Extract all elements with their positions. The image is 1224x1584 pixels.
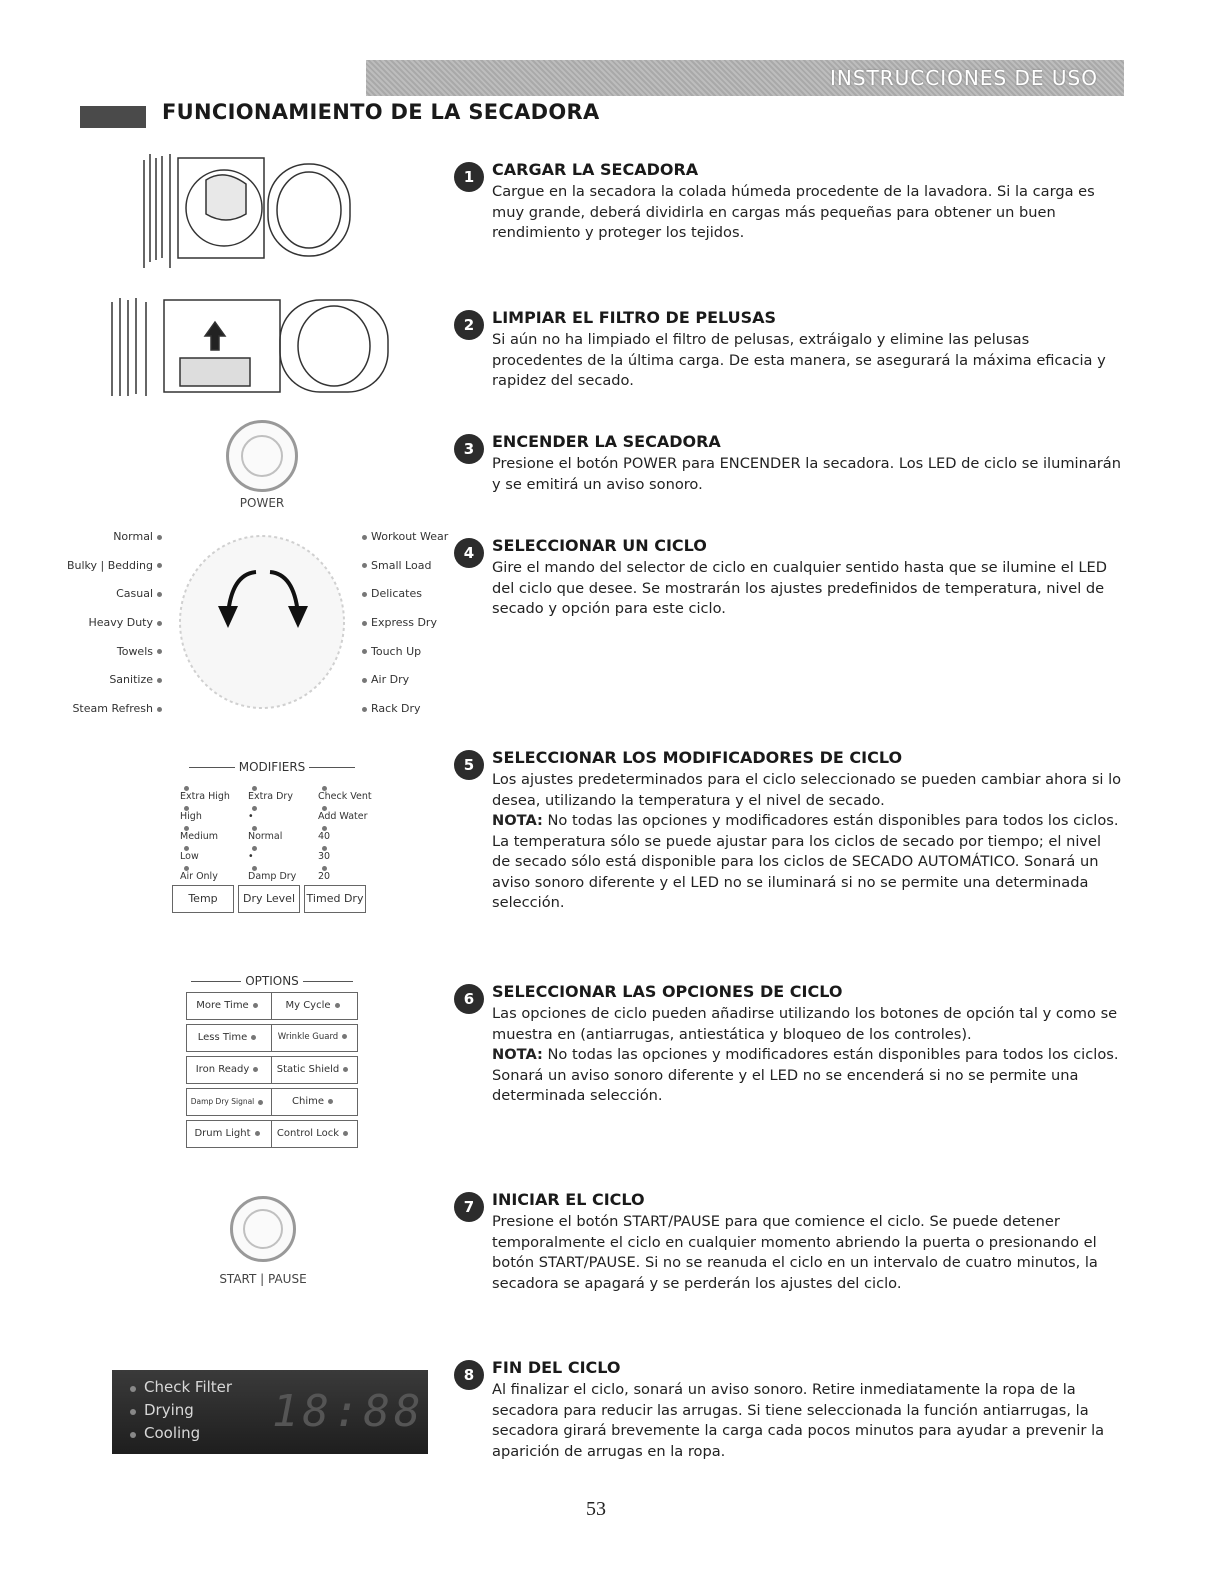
dial-cycles-right	[358, 530, 458, 731]
cycle-item[interactable]: Touch Up	[358, 645, 458, 674]
step-body: Los ajustes predeterminados para el ciclo seleccionado se pueden cambiar ahora si lo desea, utilizando la temperatura y el nivel de secado. NOTA: No todas las opciones y modificadores están disponibles para todos los ciclos. La temperatura sólo se puede ajustar para los ciclos de secado por tiempo; el nivel de secado sólo está disponible para los ciclos de SECADO AUTOMÁTICO. Sonará un aviso sonoro diferente y el LED no se iluminará si no se permite una determinada selección.	[492, 770, 1122, 914]
cycle-item[interactable]: Steam Refresh	[40, 702, 166, 731]
power-button[interactable]	[226, 420, 298, 492]
lint-filter-illustration	[108, 296, 392, 400]
drying-indicator: Drying	[144, 1401, 194, 1419]
led-icon	[130, 1409, 136, 1415]
cycle-item[interactable]: Normal	[40, 530, 166, 559]
cycle-item[interactable]: Air Dry	[358, 673, 458, 702]
dry-level-button[interactable]: Dry Level	[238, 885, 300, 913]
cooling-indicator: Cooling	[144, 1424, 201, 1442]
chime-button[interactable]: Chime	[272, 1089, 357, 1115]
damp-dry-signal-button[interactable]: Damp Dry Signal	[187, 1089, 272, 1115]
led-icon	[157, 535, 162, 540]
led-icon	[130, 1386, 136, 1392]
led-icon	[343, 1131, 348, 1136]
led-icon	[362, 649, 367, 654]
led-icon	[343, 1067, 348, 1072]
led-icon	[157, 649, 162, 654]
less-time-button[interactable]: Less Time	[187, 1025, 272, 1051]
led-icon	[342, 1034, 347, 1039]
cycle-item[interactable]: Delicates	[358, 587, 458, 616]
modifier-row: Medium Normal 40	[180, 826, 390, 846]
power-icon	[241, 435, 283, 477]
power-label: POWER	[239, 496, 285, 510]
step-title: FIN DEL CICLO	[492, 1358, 621, 1377]
led-icon	[251, 1035, 256, 1040]
cycle-item[interactable]: Bulky | Bedding	[40, 559, 166, 588]
cycle-item[interactable]: Small Load	[358, 559, 458, 588]
led-icon	[130, 1432, 136, 1438]
led-icon	[362, 621, 367, 626]
step-body: Cargue en la secadora la colada húmeda procedente de la lavadora. Si la carga es muy grande, deberá dividirla en cargas más pequeñas para obtener un buen rendimiento y proteger los tejidos.	[492, 183, 1095, 241]
banner-title: INSTRUCCIONES DE USO	[830, 66, 1098, 90]
my-cycle-button[interactable]: My Cycle	[272, 993, 357, 1019]
cycle-item[interactable]: Heavy Duty	[40, 616, 166, 645]
start-pause-button[interactable]	[230, 1196, 296, 1262]
cycle-item[interactable]: Rack Dry	[358, 702, 458, 731]
timed-dry-button[interactable]: Timed Dry	[304, 885, 366, 913]
led-icon	[157, 621, 162, 626]
step-number-badge: 2	[454, 310, 484, 340]
led-icon	[328, 1099, 333, 1104]
led-icon	[157, 678, 162, 683]
modifier-row: Air Only Damp Dry 20	[180, 866, 390, 886]
wrinkle-guard-button[interactable]: Wrinkle Guard	[272, 1025, 357, 1051]
step-body: Presione el botón POWER para ENCENDER la secadora. Los LED de ciclo se iluminarán y se emitirá un aviso sonoro.	[492, 455, 1121, 493]
modifier-buttons	[172, 885, 366, 913]
time-digits: 18:88	[272, 1386, 425, 1437]
step-note: NOTA: No todas las opciones y modificadores están disponibles para todos los ciclos. Sonará un aviso sonoro diferente y el LED no se encenderá si no se permite una determinada selección.	[492, 1046, 1119, 1104]
cycle-item[interactable]: Towels	[40, 645, 166, 674]
step-body: Al finalizar el ciclo, sonará un aviso sonoro. Retire inmediatamente la ropa de la secadora para reducir las arrugas. Si tiene seleccionada la función antiarrugas, la secadora girará brevemente la carga cada pocos minutos para ayudar a prevenir la aparición de arrugas en la ropa.	[492, 1381, 1105, 1460]
step-body: Si aún no ha limpiado el filtro de pelusas, extráigalo y elimine las pelusas procedentes de la última carga. De esta manera, se asegurará la máxima eficacia y rapidez del secado.	[492, 331, 1106, 389]
options-title: OPTIONS	[186, 974, 358, 988]
start-pause-label: START | PAUSE	[219, 1272, 307, 1286]
cycle-selector-knob[interactable]	[176, 532, 348, 712]
led-icon	[362, 707, 367, 712]
step-body: Las opciones de ciclo pueden añadirse utilizando los botones de opción tal y como se muestra en (antiarrugas, antiestática y bloqueo de los controles). NOTA: No todas las opciones y modificadores están disponibles para todos los ciclos. Sonará un aviso sonoro diferente y el LED no se encenderá si no se permite una determinada selección.	[492, 1004, 1122, 1107]
led-icon	[253, 1003, 258, 1008]
step-number-badge: 8	[454, 1360, 484, 1390]
section-marker	[80, 106, 146, 128]
modifier-row: High • Add Water	[180, 806, 390, 826]
step-number-badge: 6	[454, 984, 484, 1014]
step-title: CARGAR LA SECADORA	[492, 160, 699, 179]
iron-ready-button[interactable]: Iron Ready	[187, 1057, 272, 1083]
step-number-badge: 4	[454, 538, 484, 568]
check-filter-indicator: Check Filter	[144, 1378, 233, 1396]
led-icon	[157, 707, 162, 712]
step-title: LIMPIAR EL FILTRO DE PELUSAS	[492, 308, 777, 327]
header-banner	[366, 60, 1124, 96]
modifier-row: Extra High Extra Dry Check Vent	[180, 786, 390, 806]
section-title: FUNCIONAMIENTO DE LA SECADORA	[162, 100, 600, 124]
step-number-badge: 1	[454, 162, 484, 192]
cycle-item[interactable]: Sanitize	[40, 673, 166, 702]
modifier-row: Low • 30	[180, 846, 390, 866]
dryer-load-illustration	[140, 150, 360, 268]
cycle-item[interactable]: Workout Wear	[358, 530, 458, 559]
step-number-badge: 7	[454, 1192, 484, 1222]
modifiers-grid	[180, 786, 390, 886]
temp-button[interactable]: Temp	[172, 885, 234, 913]
step-number-badge: 5	[454, 750, 484, 780]
page-number: 53	[586, 1498, 606, 1520]
more-time-button[interactable]: More Time	[187, 993, 272, 1019]
led-icon	[362, 535, 367, 540]
play-pause-icon	[243, 1209, 283, 1249]
modifiers-title: MODIFIERS	[172, 760, 372, 774]
led-icon	[157, 563, 162, 568]
step-number-badge: 3	[454, 434, 484, 464]
step-title: ENCENDER LA SECADORA	[492, 432, 721, 451]
led-icon	[253, 1067, 258, 1072]
option-row	[186, 1088, 358, 1116]
cycle-item[interactable]: Casual	[40, 587, 166, 616]
drum-light-button[interactable]: Drum Light	[187, 1121, 272, 1147]
option-row	[186, 1024, 358, 1052]
dial-cycles-left	[40, 530, 166, 731]
step-title: SELECCIONAR LOS MODIFICADORES DE CICLO	[492, 748, 903, 767]
led-icon	[157, 592, 162, 597]
step-body: Gire el mando del selector de ciclo en cualquier sentido hasta que se ilumine el LED del ciclo que desee. Se mostrarán los ajustes predefinidos de temperatura, nivel de secado y opción para este ciclo.	[492, 559, 1108, 617]
control-lock-button[interactable]: Control Lock	[272, 1121, 357, 1147]
cycle-item[interactable]: Express Dry	[358, 616, 458, 645]
led-icon	[255, 1131, 260, 1136]
step-title: INICIAR EL CICLO	[492, 1190, 645, 1209]
led-icon	[362, 592, 367, 597]
led-icon	[362, 563, 367, 568]
step-body: Presione el botón START/PAUSE para que comience el ciclo. Se puede detener temporalmente el ciclo en cualquier momento abriendo la puerta o presionando el botón START/PAUSE. Si no se reanuda el ciclo en un intervalo de cuatro minutos, la secadora se apagará y se perderán los ajustes del ciclo.	[492, 1213, 1098, 1292]
option-row	[186, 1056, 358, 1084]
option-row	[186, 1120, 358, 1148]
step-title: SELECCIONAR LAS OPCIONES DE CICLO	[492, 982, 843, 1001]
led-icon	[335, 1003, 340, 1008]
led-icon	[258, 1100, 263, 1105]
static-shield-button[interactable]: Static Shield	[272, 1057, 357, 1083]
step-title: SELECCIONAR UN CICLO	[492, 536, 707, 555]
options-grid	[186, 992, 358, 1152]
led-icon	[362, 678, 367, 683]
option-row	[186, 992, 358, 1020]
step-note: NOTA: No todas las opciones y modificadores están disponibles para todos los ciclos. La temperatura sólo se puede ajustar para los ciclos de secado por tiempo; el nivel de secado sólo está disponible para los ciclos de SECADO AUTOMÁTICO. Sonará un aviso sonoro diferente y el LED no se iluminará si no se permite una determinada selección.	[492, 812, 1119, 911]
status-display	[112, 1370, 428, 1454]
